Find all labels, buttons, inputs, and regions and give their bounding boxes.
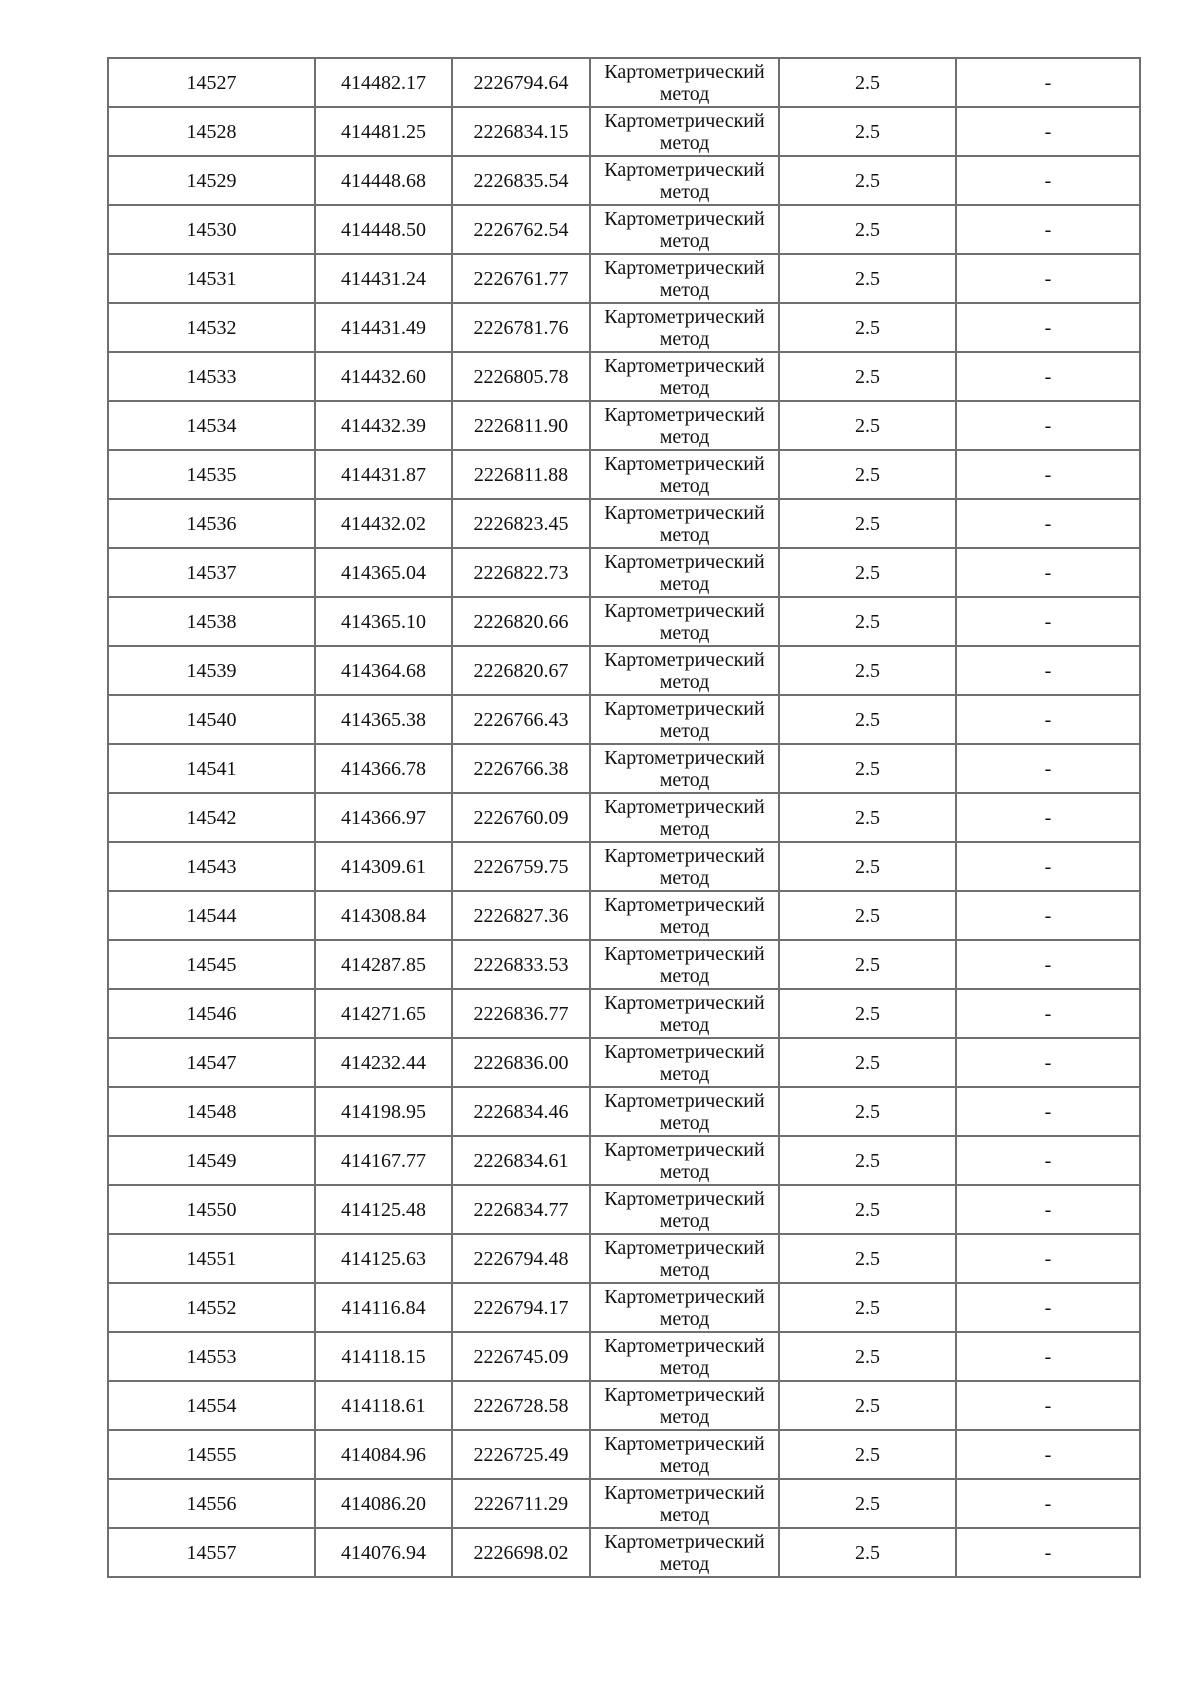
table-row — [108, 1185, 1140, 1234]
note-cell: - — [956, 1381, 1140, 1430]
method-text-line: метод — [659, 817, 710, 840]
y-coordinate-cell: 2226698.02 — [452, 1528, 590, 1577]
method-cell — [590, 793, 779, 842]
table-row — [108, 1332, 1140, 1381]
table-row — [108, 744, 1140, 793]
table-row — [108, 1038, 1140, 1087]
note-cell: - — [956, 1528, 1140, 1577]
point-number-cell: 14543 — [108, 842, 315, 891]
method-cell — [590, 254, 779, 303]
note-cell: - — [956, 891, 1140, 940]
table-row — [108, 891, 1140, 940]
method-text-line: Картометрический — [604, 1481, 765, 1504]
table-row — [108, 793, 1140, 842]
table-row — [108, 450, 1140, 499]
table-row — [108, 646, 1140, 695]
x-coordinate-cell: 414232.44 — [315, 1038, 452, 1087]
x-coordinate-cell: 414366.78 — [315, 744, 452, 793]
accuracy-cell: 2.5 — [779, 1479, 956, 1528]
method-text-line: Картометрический — [604, 1187, 765, 1210]
method-text-line: Картометрический — [604, 599, 765, 622]
method-cell — [590, 107, 779, 156]
accuracy-cell: 2.5 — [779, 989, 956, 1038]
note-cell: - — [956, 1185, 1140, 1234]
x-coordinate-cell: 414086.20 — [315, 1479, 452, 1528]
accuracy-cell: 2.5 — [779, 254, 956, 303]
note-cell: - — [956, 989, 1140, 1038]
x-coordinate-cell: 414431.49 — [315, 303, 452, 352]
accuracy-cell: 2.5 — [779, 1234, 956, 1283]
point-number-cell: 14535 — [108, 450, 315, 499]
method-text-line: Картометрический — [604, 942, 765, 965]
method-text-line: Картометрический — [604, 550, 765, 573]
method-text-line: Картометрический — [604, 452, 765, 475]
method-cell — [590, 695, 779, 744]
table-row — [108, 548, 1140, 597]
accuracy-cell: 2.5 — [779, 1430, 956, 1479]
method-text-line: метод — [659, 670, 710, 693]
table-row — [108, 1234, 1140, 1283]
point-number-cell: 14551 — [108, 1234, 315, 1283]
method-text-line: Картометрический — [604, 1530, 765, 1553]
point-number-cell: 14527 — [108, 58, 315, 107]
method-cell — [590, 548, 779, 597]
table-row — [108, 205, 1140, 254]
point-number-cell: 14534 — [108, 401, 315, 450]
method-text-line: Картометрический — [604, 648, 765, 671]
point-number-cell: 14556 — [108, 1479, 315, 1528]
note-cell: - — [956, 352, 1140, 401]
point-number-cell: 14548 — [108, 1087, 315, 1136]
x-coordinate-cell: 414118.15 — [315, 1332, 452, 1381]
x-coordinate-cell: 414287.85 — [315, 940, 452, 989]
x-coordinate-cell: 414365.10 — [315, 597, 452, 646]
table-row — [108, 499, 1140, 548]
x-coordinate-cell: 414481.25 — [315, 107, 452, 156]
note-cell: - — [956, 450, 1140, 499]
y-coordinate-cell: 2226834.77 — [452, 1185, 590, 1234]
y-coordinate-cell: 2226745.09 — [452, 1332, 590, 1381]
method-text-line: Картометрический — [604, 1432, 765, 1455]
method-cell — [590, 1234, 779, 1283]
table-row — [108, 1136, 1140, 1185]
method-text-line: метод — [659, 866, 710, 889]
method-cell — [590, 1430, 779, 1479]
accuracy-cell: 2.5 — [779, 548, 956, 597]
y-coordinate-cell: 2226805.78 — [452, 352, 590, 401]
method-text-line: Картометрический — [604, 1089, 765, 1112]
accuracy-cell: 2.5 — [779, 401, 956, 450]
accuracy-cell: 2.5 — [779, 1528, 956, 1577]
note-cell: - — [956, 1087, 1140, 1136]
y-coordinate-cell: 2226762.54 — [452, 205, 590, 254]
method-cell — [590, 1479, 779, 1528]
x-coordinate-cell: 414365.04 — [315, 548, 452, 597]
method-text-line: Картометрический — [604, 1236, 765, 1259]
method-cell — [590, 842, 779, 891]
table-row — [108, 940, 1140, 989]
method-text-line: метод — [659, 1013, 710, 1036]
method-text-line: метод — [659, 719, 710, 742]
accuracy-cell: 2.5 — [779, 352, 956, 401]
x-coordinate-cell: 414309.61 — [315, 842, 452, 891]
method-cell — [590, 891, 779, 940]
x-coordinate-cell: 414482.17 — [315, 58, 452, 107]
note-cell: - — [956, 695, 1140, 744]
y-coordinate-cell: 2226834.46 — [452, 1087, 590, 1136]
method-cell — [590, 940, 779, 989]
method-cell — [590, 646, 779, 695]
method-cell — [590, 58, 779, 107]
note-cell: - — [956, 1479, 1140, 1528]
point-number-cell: 14553 — [108, 1332, 315, 1381]
x-coordinate-cell: 414432.39 — [315, 401, 452, 450]
table-row — [108, 989, 1140, 1038]
y-coordinate-cell: 2226759.75 — [452, 842, 590, 891]
method-text-line: метод — [659, 82, 710, 105]
point-number-cell: 14532 — [108, 303, 315, 352]
accuracy-cell: 2.5 — [779, 842, 956, 891]
method-cell — [590, 1283, 779, 1332]
note-cell: - — [956, 401, 1140, 450]
point-number-cell: 14536 — [108, 499, 315, 548]
note-cell: - — [956, 548, 1140, 597]
table-row — [108, 107, 1140, 156]
method-cell — [590, 352, 779, 401]
table-row — [108, 254, 1140, 303]
x-coordinate-cell: 414431.87 — [315, 450, 452, 499]
x-coordinate-cell: 414432.02 — [315, 499, 452, 548]
x-coordinate-cell: 414116.84 — [315, 1283, 452, 1332]
method-text-line: метод — [659, 425, 710, 448]
x-coordinate-cell: 414084.96 — [315, 1430, 452, 1479]
accuracy-cell: 2.5 — [779, 646, 956, 695]
y-coordinate-cell: 2226822.73 — [452, 548, 590, 597]
method-text-line: Картометрический — [604, 109, 765, 132]
note-cell: - — [956, 254, 1140, 303]
method-cell — [590, 597, 779, 646]
point-number-cell: 14555 — [108, 1430, 315, 1479]
point-number-cell: 14540 — [108, 695, 315, 744]
coordinates-table — [107, 57, 1141, 1578]
method-text-line: Картометрический — [604, 893, 765, 916]
method-text-line: Картометрический — [604, 1383, 765, 1406]
method-text-line: метод — [659, 768, 710, 791]
accuracy-cell: 2.5 — [779, 1087, 956, 1136]
y-coordinate-cell: 2226711.29 — [452, 1479, 590, 1528]
method-text-line: метод — [659, 376, 710, 399]
method-cell — [590, 744, 779, 793]
y-coordinate-cell: 2226834.15 — [452, 107, 590, 156]
y-coordinate-cell: 2226836.77 — [452, 989, 590, 1038]
note-cell: - — [956, 1234, 1140, 1283]
table-row — [108, 1528, 1140, 1577]
method-text-line: метод — [659, 131, 710, 154]
accuracy-cell: 2.5 — [779, 891, 956, 940]
method-text-line: метод — [659, 180, 710, 203]
accuracy-cell: 2.5 — [779, 1381, 956, 1430]
method-text-line: метод — [659, 229, 710, 252]
method-text-line: метод — [659, 1454, 710, 1477]
y-coordinate-cell: 2226827.36 — [452, 891, 590, 940]
point-number-cell: 14550 — [108, 1185, 315, 1234]
method-text-line: Картометрический — [604, 697, 765, 720]
point-number-cell: 14538 — [108, 597, 315, 646]
point-number-cell: 14529 — [108, 156, 315, 205]
method-cell — [590, 1185, 779, 1234]
note-cell: - — [956, 744, 1140, 793]
method-text-line: Картометрический — [604, 1040, 765, 1063]
method-text-line: Картометрический — [604, 501, 765, 524]
note-cell: - — [956, 107, 1140, 156]
method-text-line: метод — [659, 1209, 710, 1232]
table-row — [108, 58, 1140, 107]
accuracy-cell: 2.5 — [779, 205, 956, 254]
note-cell: - — [956, 597, 1140, 646]
point-number-cell: 14531 — [108, 254, 315, 303]
method-text-line: Картометрический — [604, 1285, 765, 1308]
method-cell — [590, 1038, 779, 1087]
table-row — [108, 842, 1140, 891]
accuracy-cell: 2.5 — [779, 450, 956, 499]
point-number-cell: 14542 — [108, 793, 315, 842]
x-coordinate-cell: 414431.24 — [315, 254, 452, 303]
table-row — [108, 352, 1140, 401]
note-cell: - — [956, 1283, 1140, 1332]
note-cell: - — [956, 303, 1140, 352]
note-cell: - — [956, 1136, 1140, 1185]
method-text-line: метод — [659, 964, 710, 987]
note-cell: - — [956, 842, 1140, 891]
method-text-line: метод — [659, 1160, 710, 1183]
method-text-line: Картометрический — [604, 403, 765, 426]
accuracy-cell: 2.5 — [779, 1332, 956, 1381]
table-row — [108, 1087, 1140, 1136]
point-number-cell: 14528 — [108, 107, 315, 156]
method-text-line: метод — [659, 1552, 710, 1575]
y-coordinate-cell: 2226781.76 — [452, 303, 590, 352]
coordinates-table-body — [108, 58, 1140, 1577]
accuracy-cell: 2.5 — [779, 58, 956, 107]
note-cell: - — [956, 58, 1140, 107]
y-coordinate-cell: 2226834.61 — [452, 1136, 590, 1185]
method-text-line: метод — [659, 1111, 710, 1134]
y-coordinate-cell: 2226794.17 — [452, 1283, 590, 1332]
method-text-line: метод — [659, 1405, 710, 1428]
method-text-line: Картометрический — [604, 844, 765, 867]
method-cell — [590, 401, 779, 450]
table-row — [108, 303, 1140, 352]
accuracy-cell: 2.5 — [779, 499, 956, 548]
y-coordinate-cell: 2226725.49 — [452, 1430, 590, 1479]
note-cell: - — [956, 646, 1140, 695]
x-coordinate-cell: 414364.68 — [315, 646, 452, 695]
table-row — [108, 1283, 1140, 1332]
accuracy-cell: 2.5 — [779, 303, 956, 352]
y-coordinate-cell: 2226766.38 — [452, 744, 590, 793]
method-text-line: метод — [659, 474, 710, 497]
method-cell — [590, 1528, 779, 1577]
table-row — [108, 1381, 1140, 1430]
method-text-line: Картометрический — [604, 158, 765, 181]
method-text-line: Картометрический — [604, 256, 765, 279]
accuracy-cell: 2.5 — [779, 1185, 956, 1234]
y-coordinate-cell: 2226728.58 — [452, 1381, 590, 1430]
accuracy-cell: 2.5 — [779, 597, 956, 646]
accuracy-cell: 2.5 — [779, 1136, 956, 1185]
x-coordinate-cell: 414076.94 — [315, 1528, 452, 1577]
point-number-cell: 14557 — [108, 1528, 315, 1577]
table-row — [108, 1479, 1140, 1528]
method-cell — [590, 156, 779, 205]
method-text-line: Картометрический — [604, 60, 765, 83]
x-coordinate-cell: 414365.38 — [315, 695, 452, 744]
point-number-cell: 14554 — [108, 1381, 315, 1430]
method-cell — [590, 303, 779, 352]
x-coordinate-cell: 414432.60 — [315, 352, 452, 401]
y-coordinate-cell: 2226761.77 — [452, 254, 590, 303]
note-cell: - — [956, 793, 1140, 842]
method-cell — [590, 989, 779, 1038]
method-text-line: Картометрический — [604, 991, 765, 1014]
table-row — [108, 695, 1140, 744]
point-number-cell: 14541 — [108, 744, 315, 793]
method-text-line: Картометрический — [604, 305, 765, 328]
point-number-cell: 14545 — [108, 940, 315, 989]
note-cell: - — [956, 1430, 1140, 1479]
x-coordinate-cell: 414271.65 — [315, 989, 452, 1038]
point-number-cell: 14549 — [108, 1136, 315, 1185]
x-coordinate-cell: 414366.97 — [315, 793, 452, 842]
method-cell — [590, 499, 779, 548]
method-text-line: Картометрический — [604, 1138, 765, 1161]
method-text-line: метод — [659, 1356, 710, 1379]
note-cell: - — [956, 156, 1140, 205]
method-text-line: метод — [659, 278, 710, 301]
point-number-cell: 14546 — [108, 989, 315, 1038]
y-coordinate-cell: 2226766.43 — [452, 695, 590, 744]
note-cell: - — [956, 1332, 1140, 1381]
point-number-cell: 14539 — [108, 646, 315, 695]
y-coordinate-cell: 2226811.90 — [452, 401, 590, 450]
point-number-cell: 14533 — [108, 352, 315, 401]
method-text-line: метод — [659, 1307, 710, 1330]
y-coordinate-cell: 2226820.67 — [452, 646, 590, 695]
x-coordinate-cell: 414448.68 — [315, 156, 452, 205]
method-text-line: Картометрический — [604, 795, 765, 818]
accuracy-cell: 2.5 — [779, 940, 956, 989]
method-text-line: метод — [659, 621, 710, 644]
method-cell — [590, 1087, 779, 1136]
x-coordinate-cell: 414198.95 — [315, 1087, 452, 1136]
x-coordinate-cell: 414167.77 — [315, 1136, 452, 1185]
note-cell: - — [956, 940, 1140, 989]
method-cell — [590, 205, 779, 254]
method-cell — [590, 1136, 779, 1185]
y-coordinate-cell: 2226820.66 — [452, 597, 590, 646]
table-row — [108, 401, 1140, 450]
method-text-line: Картометрический — [604, 1334, 765, 1357]
method-text-line: метод — [659, 915, 710, 938]
point-number-cell: 14537 — [108, 548, 315, 597]
method-text-line: метод — [659, 327, 710, 350]
method-text-line: метод — [659, 523, 710, 546]
accuracy-cell: 2.5 — [779, 156, 956, 205]
method-cell — [590, 1332, 779, 1381]
accuracy-cell: 2.5 — [779, 793, 956, 842]
method-text-line: Картометрический — [604, 746, 765, 769]
x-coordinate-cell: 414118.61 — [315, 1381, 452, 1430]
method-text-line: Картометрический — [604, 207, 765, 230]
table-row — [108, 597, 1140, 646]
y-coordinate-cell: 2226811.88 — [452, 450, 590, 499]
y-coordinate-cell: 2226794.64 — [452, 58, 590, 107]
note-cell: - — [956, 205, 1140, 254]
y-coordinate-cell: 2226760.09 — [452, 793, 590, 842]
accuracy-cell: 2.5 — [779, 744, 956, 793]
method-text-line: метод — [659, 1062, 710, 1085]
point-number-cell: 14552 — [108, 1283, 315, 1332]
accuracy-cell: 2.5 — [779, 1038, 956, 1087]
accuracy-cell: 2.5 — [779, 695, 956, 744]
y-coordinate-cell: 2226836.00 — [452, 1038, 590, 1087]
x-coordinate-cell: 414448.50 — [315, 205, 452, 254]
y-coordinate-cell: 2226835.54 — [452, 156, 590, 205]
y-coordinate-cell: 2226833.53 — [452, 940, 590, 989]
x-coordinate-cell: 414125.48 — [315, 1185, 452, 1234]
method-text-line: метод — [659, 572, 710, 595]
point-number-cell: 14530 — [108, 205, 315, 254]
note-cell: - — [956, 1038, 1140, 1087]
accuracy-cell: 2.5 — [779, 1283, 956, 1332]
table-row — [108, 156, 1140, 205]
point-number-cell: 14547 — [108, 1038, 315, 1087]
note-cell: - — [956, 499, 1140, 548]
table-row — [108, 1430, 1140, 1479]
x-coordinate-cell: 414308.84 — [315, 891, 452, 940]
method-cell — [590, 450, 779, 499]
method-text-line: метод — [659, 1503, 710, 1526]
y-coordinate-cell: 2226794.48 — [452, 1234, 590, 1283]
point-number-cell: 14544 — [108, 891, 315, 940]
method-cell — [590, 1381, 779, 1430]
method-text-line: Картометрический — [604, 354, 765, 377]
accuracy-cell: 2.5 — [779, 107, 956, 156]
x-coordinate-cell: 414125.63 — [315, 1234, 452, 1283]
y-coordinate-cell: 2226823.45 — [452, 499, 590, 548]
method-text-line: метод — [659, 1258, 710, 1281]
